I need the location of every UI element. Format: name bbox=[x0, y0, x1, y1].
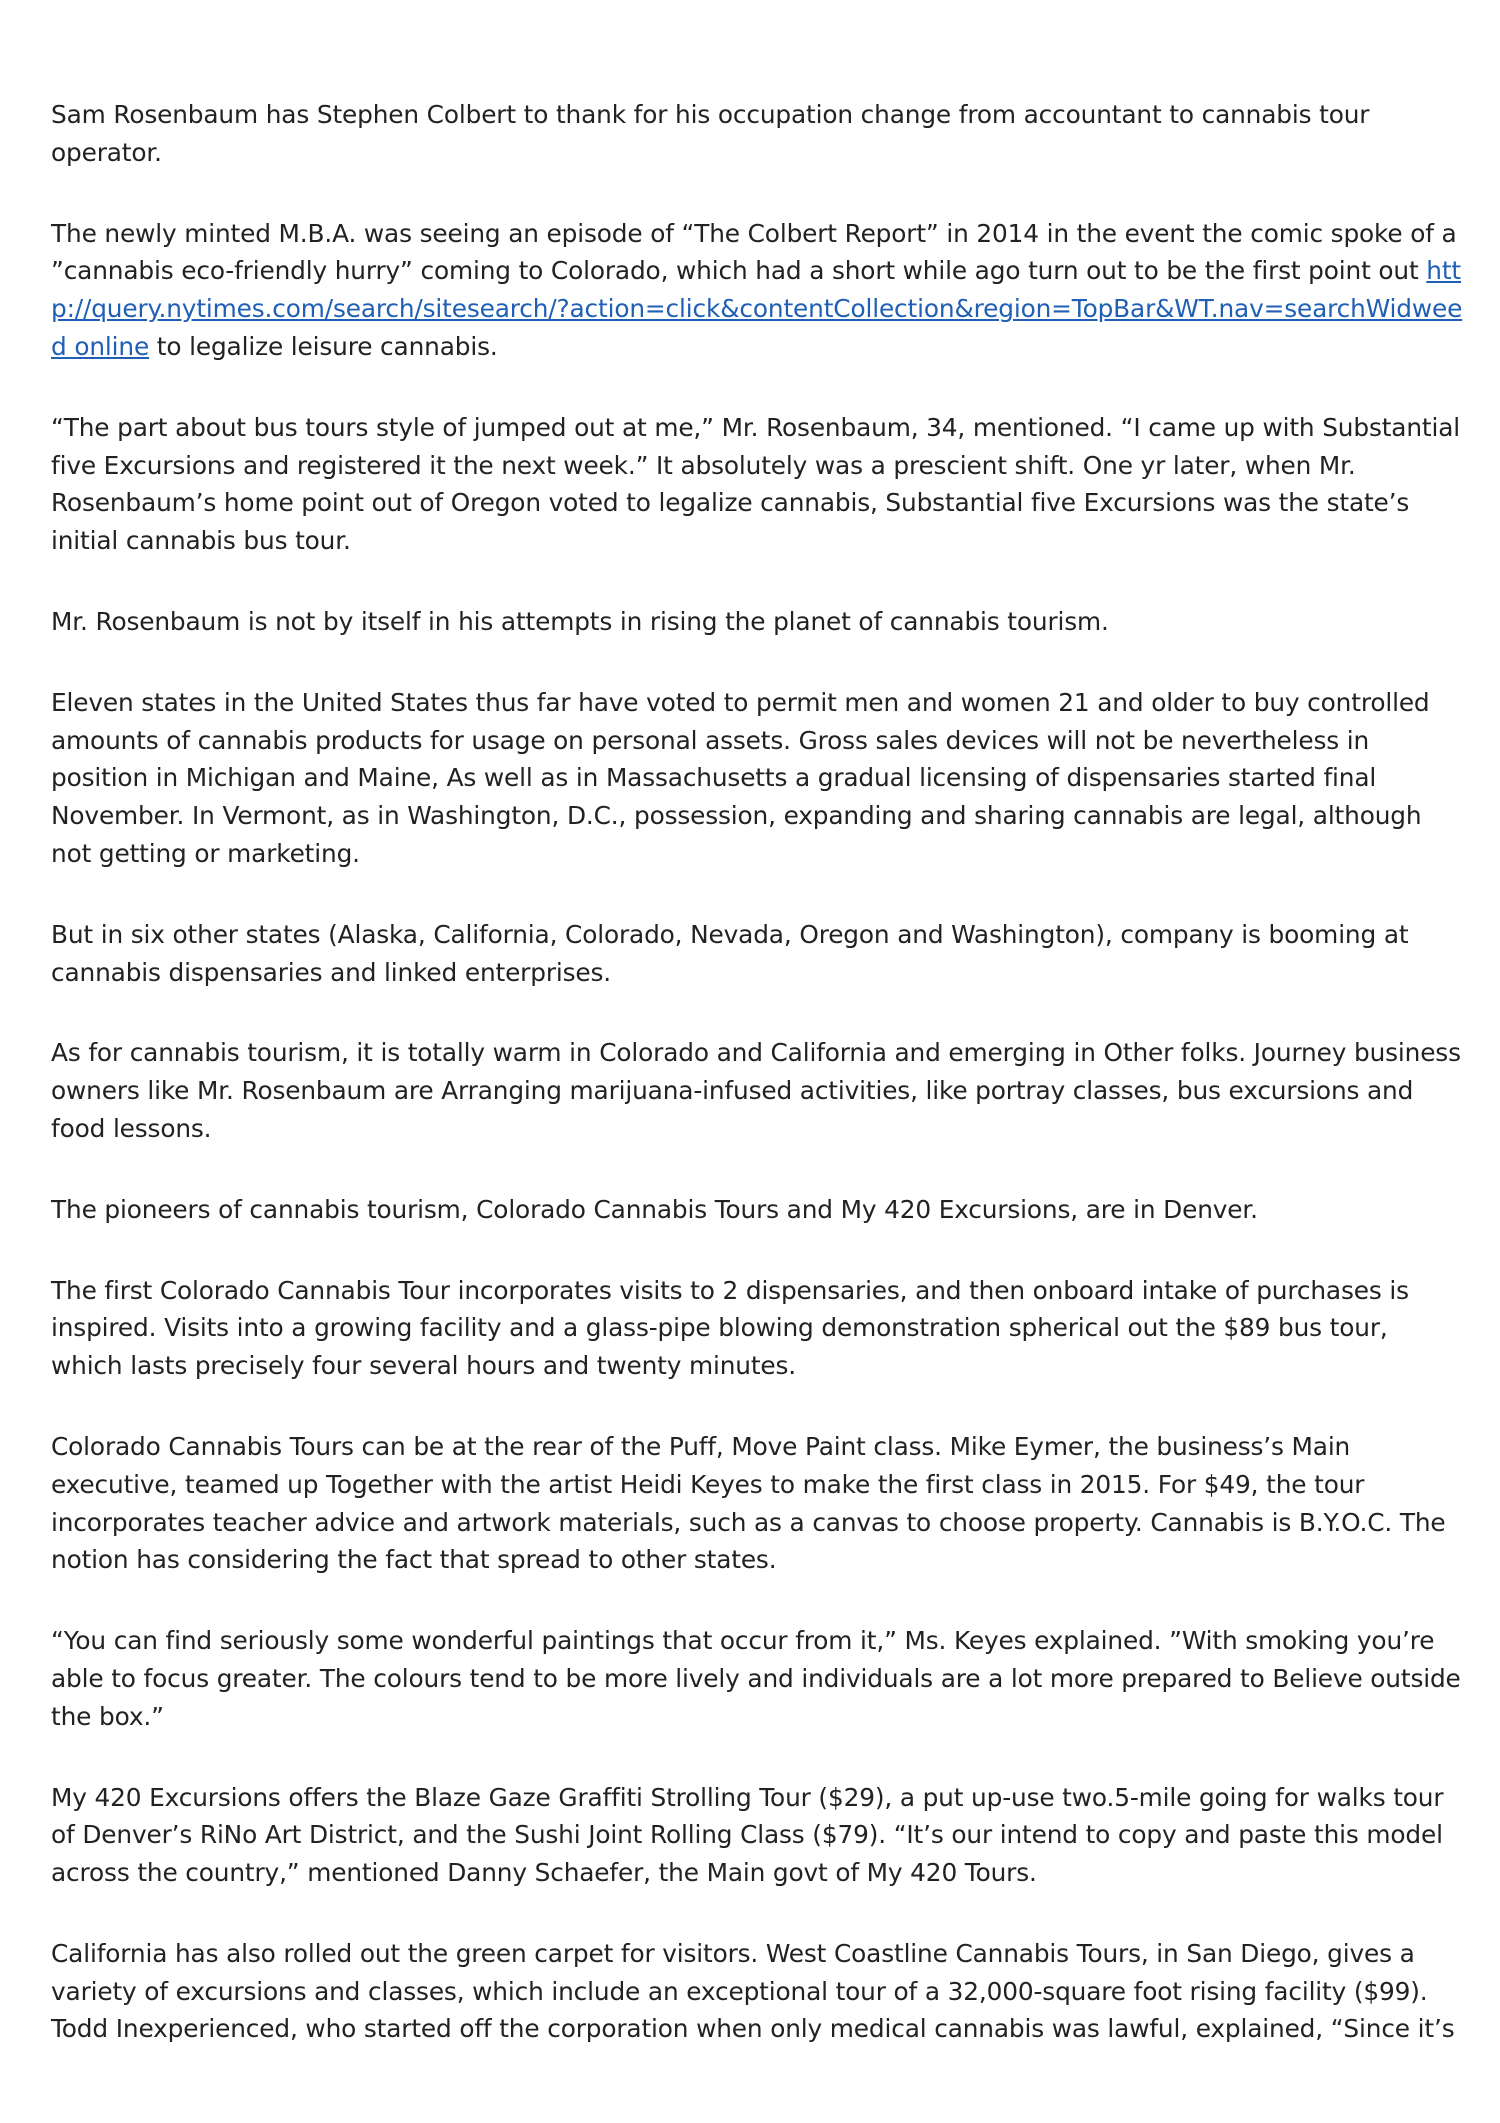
paragraph-6: But in six other states (Alaska, California, Colorado, Nevada, Oregon and Washington), company is booming at cannabis dispensaries and linked enterprises. bbox=[51, 919, 1409, 987]
paragraph-2-text-before: The newly minted M.B.A. was seeing an episode of “The Colbert Report” in 2014 in the event the comic spoke of a ”cannabis eco-friendly hurry” coming to Colorado, which had a short while ago turn out to be the first point out bbox=[51, 218, 1457, 286]
paragraph-10: Colorado Cannabis Tours can be at the rear of the Puff, Move Paint class. Mike Eymer, the business’s Main executive, teamed up Together with the artist Heidi Keyes to make the first class in 2015. For $49, the tour incorporates teacher advice and artwork materials, such as a canvas to choose property. Cannabis is B.Y.O.C. The notion has considering the fact that spread to other states. bbox=[51, 1431, 1446, 1575]
paragraph-9: The first Colorado Cannabis Tour incorporates visits to 2 dispensaries, and then onboard intake of purchases is inspired. Visits into a growing facility and a glass-pipe blowing demonstration spherical out the $89 bus tour, which lasts precisely four several hours and twenty minutes. bbox=[51, 1275, 1409, 1381]
paragraph-11: “You can find seriously some wonderful paintings that occur from it,” Ms. Keyes explained. ”With smoking you’re able to focus greater. The colours tend to be more lively and individuals are a lot more prepared to Believe outside the box.” bbox=[51, 1626, 1461, 1731]
paragraph-7: As for cannabis tourism, it is totally warm in Colorado and California and emerging in Other folks. Journey business owners like Mr. Rosenbaum are Arranging marijuana-infused activities, like portray classes, bus excursions and food lessons. bbox=[51, 1038, 1461, 1143]
paragraph-3: “The part about bus tours style of jumped out at me,” Mr. Rosenbaum, 34, mentioned. “I came up with Substantial five Excursions and registered it the next week.” It absolutely was a prescient shift. One yr later, when Mr. Rosenbaum’s home point out of Oregon voted to legalize cannabis, Substantial five Excursions was the state’s initial cannabis bus tour. bbox=[51, 412, 1461, 556]
paragraph-4: Mr. Rosenbaum is not by itself in his attempts in rising the planet of cannabis tourism. bbox=[51, 606, 1109, 636]
paragraph-1: Sam Rosenbaum has Stephen Colbert to thank for his occupation change from accountant to cannabis tour operator. bbox=[51, 100, 1370, 167]
paragraph-12: My 420 Excursions offers the Blaze Gaze Graffiti Strolling Tour ($29), a put up-use two.5-mile going for walks tour of Denver’s RiNo Art District, and the Sushi Joint Rolling Class ($79). “It’s our intend to copy and paste this model across the country,” mentioned Danny Schaefer, the Main govt of My 420 Tours. bbox=[51, 1782, 1444, 1888]
weed-online-link[interactable]: http://query.nytimes.com/search/sitesearch/?action=click&contentCollection&region=TopBar&WT.nav=searchWidweed online bbox=[51, 256, 1463, 361]
paragraph-13: California has also rolled out the green carpet for visitors. West Coastline Cannabis Tours, in San Diego, gives a variety of excursions and classes, which include an exceptional tour of a 32,000-square foot rising facility ($99). Todd Inexperienced, who started off the corporation when only medical cannabis was lawful, explained, “Since it’s bbox=[51, 1938, 1455, 2044]
article-body bbox=[51, 96, 1463, 2091]
paragraph-2-text-after: to legalize leisure cannabis. bbox=[149, 331, 498, 361]
paragraph-5: Eleven states in the United States thus far have voted to permit men and women 21 and older to buy controlled amounts of cannabis products for usage on personal assets. Gross sales devices will not be nevertheless in position in Michigan and Maine, As well as in Massachusetts a gradual licensing of dispensaries started final November. In Vermont, as in Washington, D.C., possession, expanding and sharing cannabis are legal, although not getting or marketing. bbox=[51, 687, 1430, 868]
paragraph-8: The pioneers of cannabis tourism, Colorado Cannabis Tours and My 420 Excursions, are in Denver. bbox=[51, 1194, 1258, 1224]
paragraph-2 bbox=[51, 215, 1463, 366]
